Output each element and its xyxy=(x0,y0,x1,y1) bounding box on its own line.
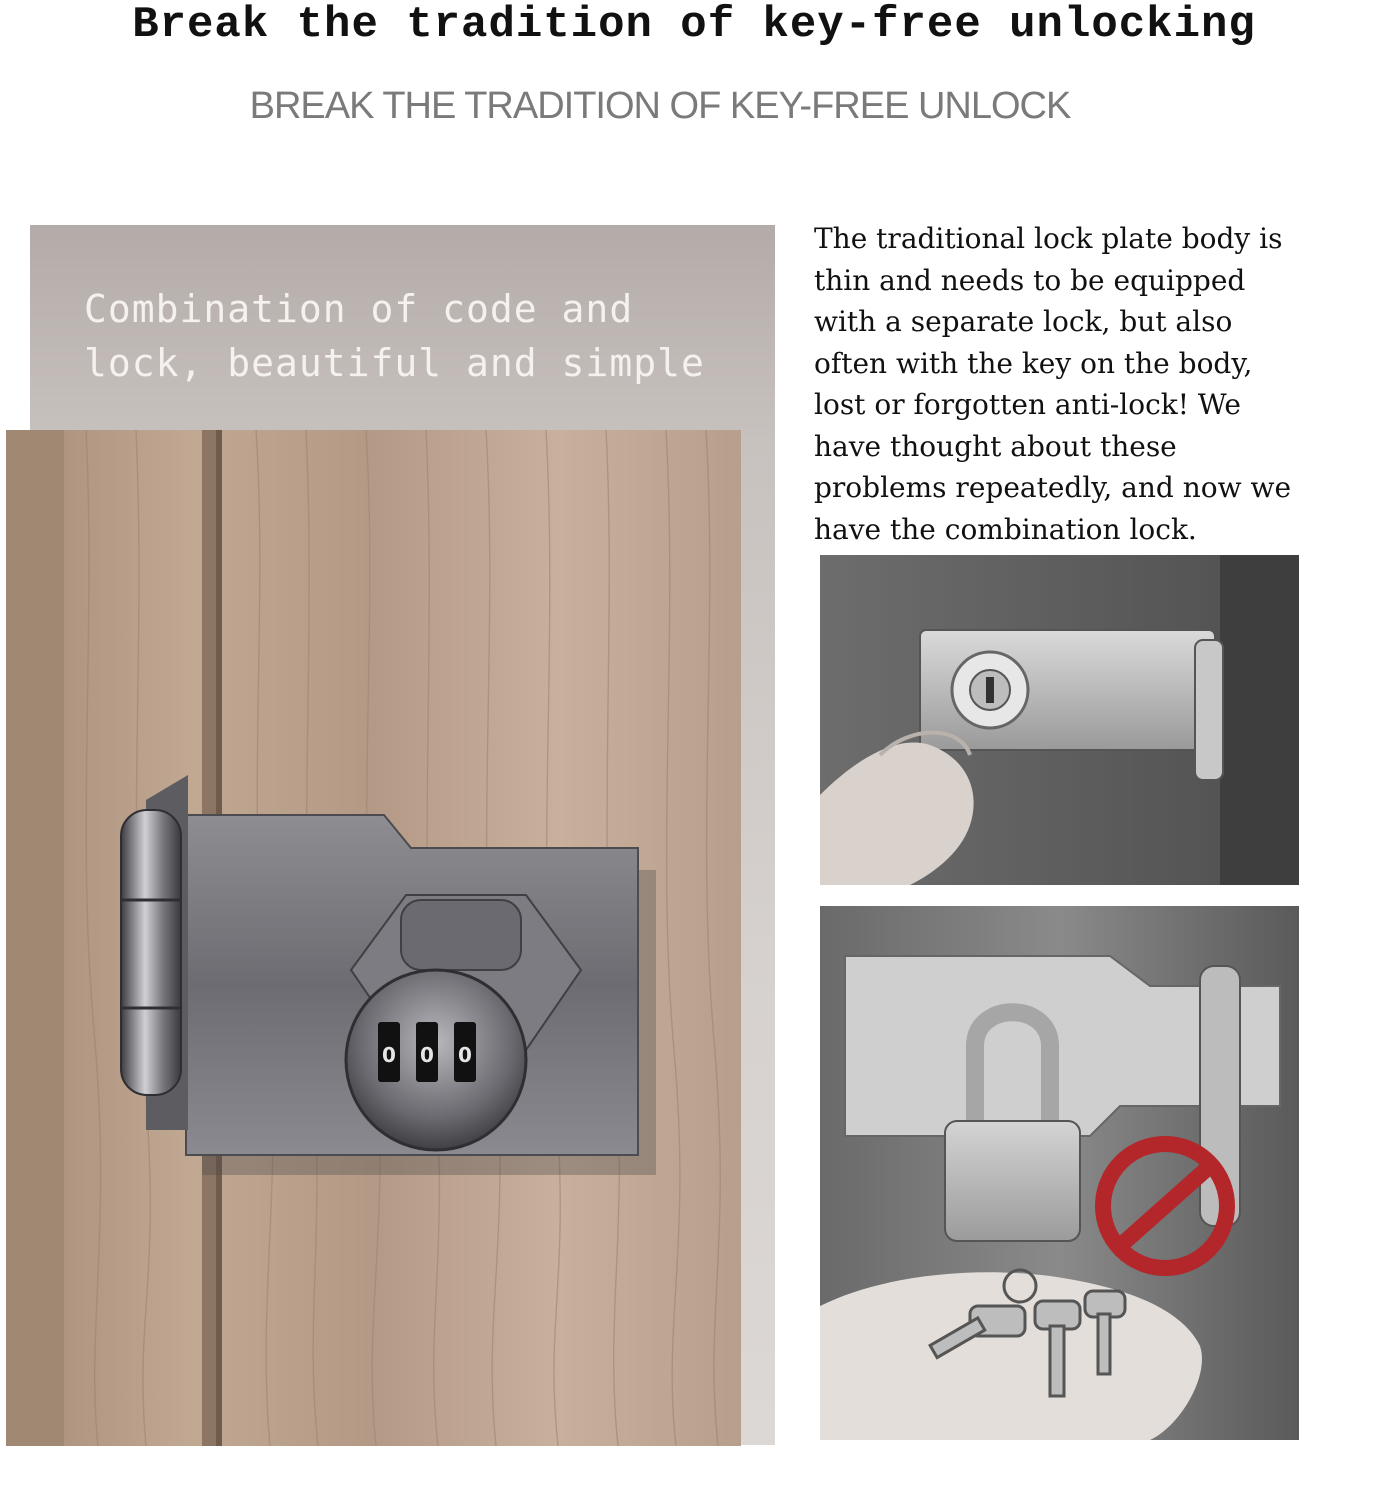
panel-caption-line-1: Combination of code and xyxy=(84,287,634,331)
photo-traditional-key-lock xyxy=(820,555,1299,885)
panel-caption xyxy=(84,282,754,390)
dial-digit-1: 0 xyxy=(382,1043,396,1067)
dial-digits xyxy=(378,1022,476,1082)
description-line-4: often with the key on the body, xyxy=(814,346,1253,380)
description-line-1: The traditional lock plate body is xyxy=(814,222,1283,255)
description-line-6: have thought about these xyxy=(814,429,1177,463)
dial-digit-2: 0 xyxy=(420,1043,434,1067)
key-lock-illustration xyxy=(820,555,1299,885)
page-title: Break the tradition of key-free unlocking xyxy=(132,0,1256,50)
dial-digit-3: 0 xyxy=(458,1043,472,1067)
description-line-7: problems repeatedly, and now we xyxy=(814,471,1292,504)
description-text xyxy=(814,218,1384,550)
photo-padlock-with-keys xyxy=(820,906,1299,1440)
description-line-5: lost or forgotten anti-lock! We xyxy=(814,388,1241,421)
description-line-8: have the combination lock. xyxy=(814,512,1197,546)
padlock-illustration xyxy=(820,906,1299,1440)
page-subtitle: BREAK THE TRADITION OF KEY-FREE UNLOCK xyxy=(249,85,1071,127)
door-lock-illustration xyxy=(6,430,741,1446)
description-line-2: thin and needs to be equipped xyxy=(814,263,1246,297)
product-photo-door-lock xyxy=(6,430,741,1446)
description-line-3: with a separate lock, but also xyxy=(814,305,1233,338)
panel-caption-line-2: lock, beautiful and simple xyxy=(84,341,705,385)
